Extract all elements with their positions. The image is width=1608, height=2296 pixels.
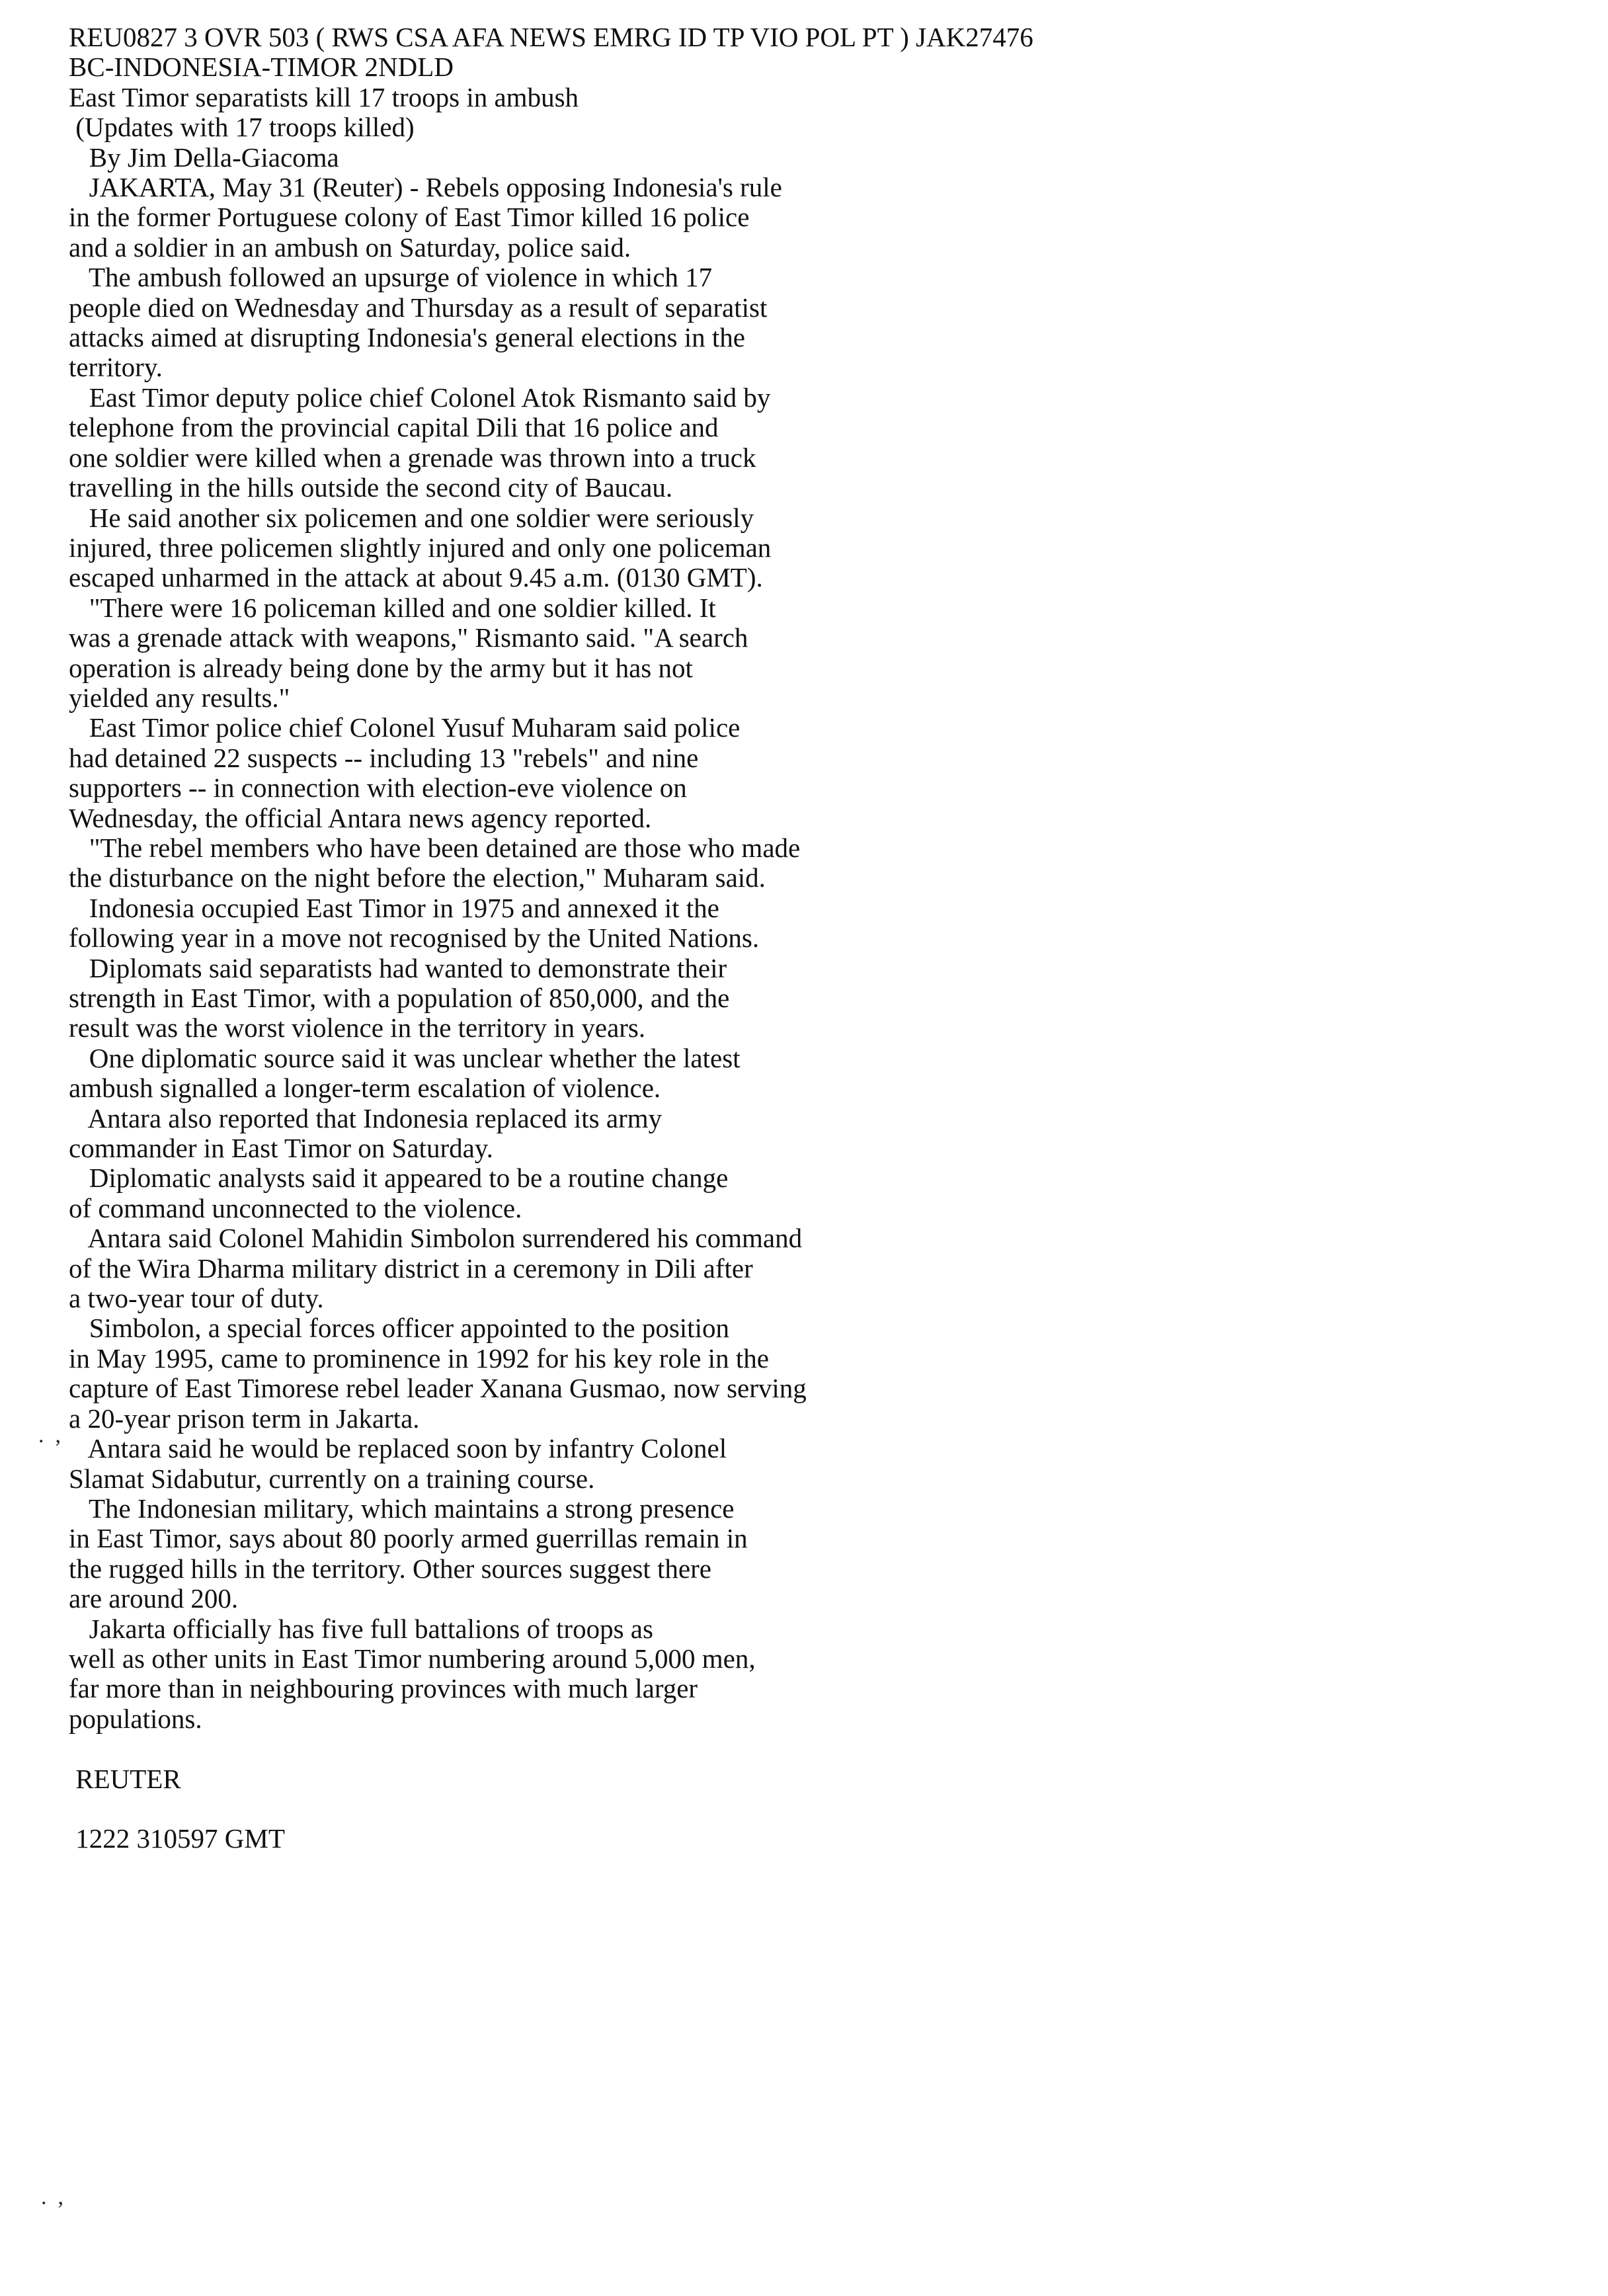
body-line: Diplomatic analysts said it appeared to be a routine change bbox=[69, 1163, 729, 1194]
body-line: The ambush followed an upsurge of violence in which 17 bbox=[69, 262, 713, 293]
body-line: was a grenade attack with weapons," Rismanto said. "A search bbox=[69, 622, 748, 653]
body-line: Antara said Colonel Mahidin Simbolon surrendered his command bbox=[69, 1223, 803, 1254]
body-line: Diplomats said separatists had wanted to demonstrate their bbox=[69, 952, 727, 983]
story-header bbox=[69, 22, 1523, 173]
keyword-line: BC-INDONESIA-TIMOR 2NDLD bbox=[69, 52, 454, 83]
body-line: attacks aimed at disrupting Indonesia's general elections in the bbox=[69, 322, 745, 353]
body-line: Jakarta officially has five full battalions of troops as bbox=[69, 1613, 653, 1644]
body-line: JAKARTA, May 31 (Reuter) - Rebels opposing Indonesia's rule bbox=[69, 172, 782, 203]
bottom-scan-mark: . , bbox=[41, 2185, 63, 2209]
body-line: ambush signalled a longer-term escalation of violence. bbox=[69, 1073, 661, 1104]
body-line: One diplomatic source said it was unclear whether the latest bbox=[69, 1042, 741, 1073]
body-line: of the Wira Dharma military district in a ceremony in Dili after bbox=[69, 1252, 753, 1284]
body-line: operation is already being done by the army but it has not bbox=[69, 652, 693, 683]
body-line: commander in East Timor on Saturday. bbox=[69, 1133, 493, 1164]
body-line: far more than in neighbouring provinces with much larger bbox=[69, 1673, 698, 1704]
body-line: of command unconnected to the violence. bbox=[69, 1192, 522, 1223]
body-line: capture of East Timorese rebel leader Xanana Gusmao, now serving bbox=[69, 1373, 807, 1404]
body-line: territory. bbox=[69, 352, 163, 383]
body-line: Antara also reported that Indonesia replaced its army bbox=[69, 1102, 663, 1133]
body-line: the disturbance on the night before the election," Muharam said. bbox=[69, 862, 766, 893]
body-line: Slamat Sidabutur, currently on a training course. bbox=[69, 1463, 595, 1494]
body-line: result was the worst violence in the territory in years. bbox=[69, 1012, 646, 1044]
body-line: "There were 16 policeman killed and one soldier killed. It bbox=[69, 592, 716, 623]
update-note: (Updates with 17 troops killed) bbox=[69, 112, 415, 143]
body-line: the rugged hills in the territory. Other sources suggest there bbox=[69, 1553, 711, 1584]
byline: By Jim Della-Giacoma bbox=[69, 142, 339, 173]
body-line: Indonesia occupied East Timor in 1975 and annexed it the bbox=[69, 892, 719, 923]
margin-scan-mark: . , bbox=[38, 1423, 61, 1448]
body-line: are around 200. bbox=[69, 1583, 239, 1614]
body-line: East Timor deputy police chief Colonel Atok Rismanto said by bbox=[69, 382, 771, 413]
body-line: strength in East Timor, with a population of 850,000, and the bbox=[69, 983, 730, 1013]
body-line: yielded any results." bbox=[69, 682, 290, 713]
body-line: injured, three policemen slightly injured and only one policeman bbox=[69, 532, 772, 563]
body-line: in the former Portuguese colony of East Timor killed 16 police bbox=[69, 202, 750, 233]
story-body bbox=[69, 173, 1523, 1734]
body-line: people died on Wednesday and Thursday as a result of separatist bbox=[69, 292, 768, 323]
body-line: a two-year tour of duty. bbox=[69, 1283, 324, 1314]
body-line: well as other units in East Timor numbering around 5,000 men, bbox=[69, 1643, 756, 1674]
body-line: travelling in the hills outside the second city of Baucau. bbox=[69, 472, 673, 503]
body-line: populations. bbox=[69, 1703, 202, 1734]
body-line: He said another six policemen and one soldier were seriously bbox=[69, 502, 754, 533]
headline: East Timor separatists kill 17 troops in ambush bbox=[69, 81, 579, 112]
sign-off: REUTER bbox=[69, 1764, 181, 1795]
transmission-timestamp: 1222 310597 GMT bbox=[69, 1823, 285, 1854]
body-line: supporters -- in connection with election-eve violence on bbox=[69, 772, 687, 803]
body-line: "The rebel members who have been detained are those who made bbox=[69, 832, 801, 863]
body-line: had detained 22 suspects -- including 13 "rebels" and nine bbox=[69, 742, 699, 773]
slug-line: REU0827 3 OVR 503 ( RWS CSA AFA NEWS EMRG ID TP VIO POL PT ) JAK27476 bbox=[69, 22, 1033, 52]
body-line: telephone from the provincial capital Dili that 16 police and bbox=[69, 412, 719, 443]
body-line: escaped unharmed in the attack at about 9.45 a.m. (0130 GMT). bbox=[69, 562, 763, 593]
body-line: East Timor police chief Colonel Yusuf Muharam said police bbox=[69, 712, 741, 743]
body-line: in East Timor, says about 80 poorly armed guerrillas remain in bbox=[69, 1523, 748, 1554]
body-line: Simbolon, a special forces officer appointed to the position bbox=[69, 1313, 729, 1344]
body-line: one soldier were killed when a grenade was thrown into a truck bbox=[69, 442, 756, 473]
body-line: The Indonesian military, which maintains a strong presence bbox=[69, 1493, 735, 1524]
body-line: in May 1995, came to prominence in 1992 for his key role in the bbox=[69, 1342, 769, 1374]
body-line: and a soldier in an ambush on Saturday, police said. bbox=[69, 231, 631, 263]
body-line: Wednesday, the official Antara news agency reported. bbox=[69, 802, 652, 833]
body-line: following year in a move not recognised by the United Nations. bbox=[69, 922, 760, 954]
wire-story-document bbox=[69, 22, 1523, 1854]
body-line: Antara said he would be replaced soon by infantry Colonel bbox=[69, 1433, 727, 1464]
body-line: a 20-year prison term in Jakarta. bbox=[69, 1403, 420, 1434]
